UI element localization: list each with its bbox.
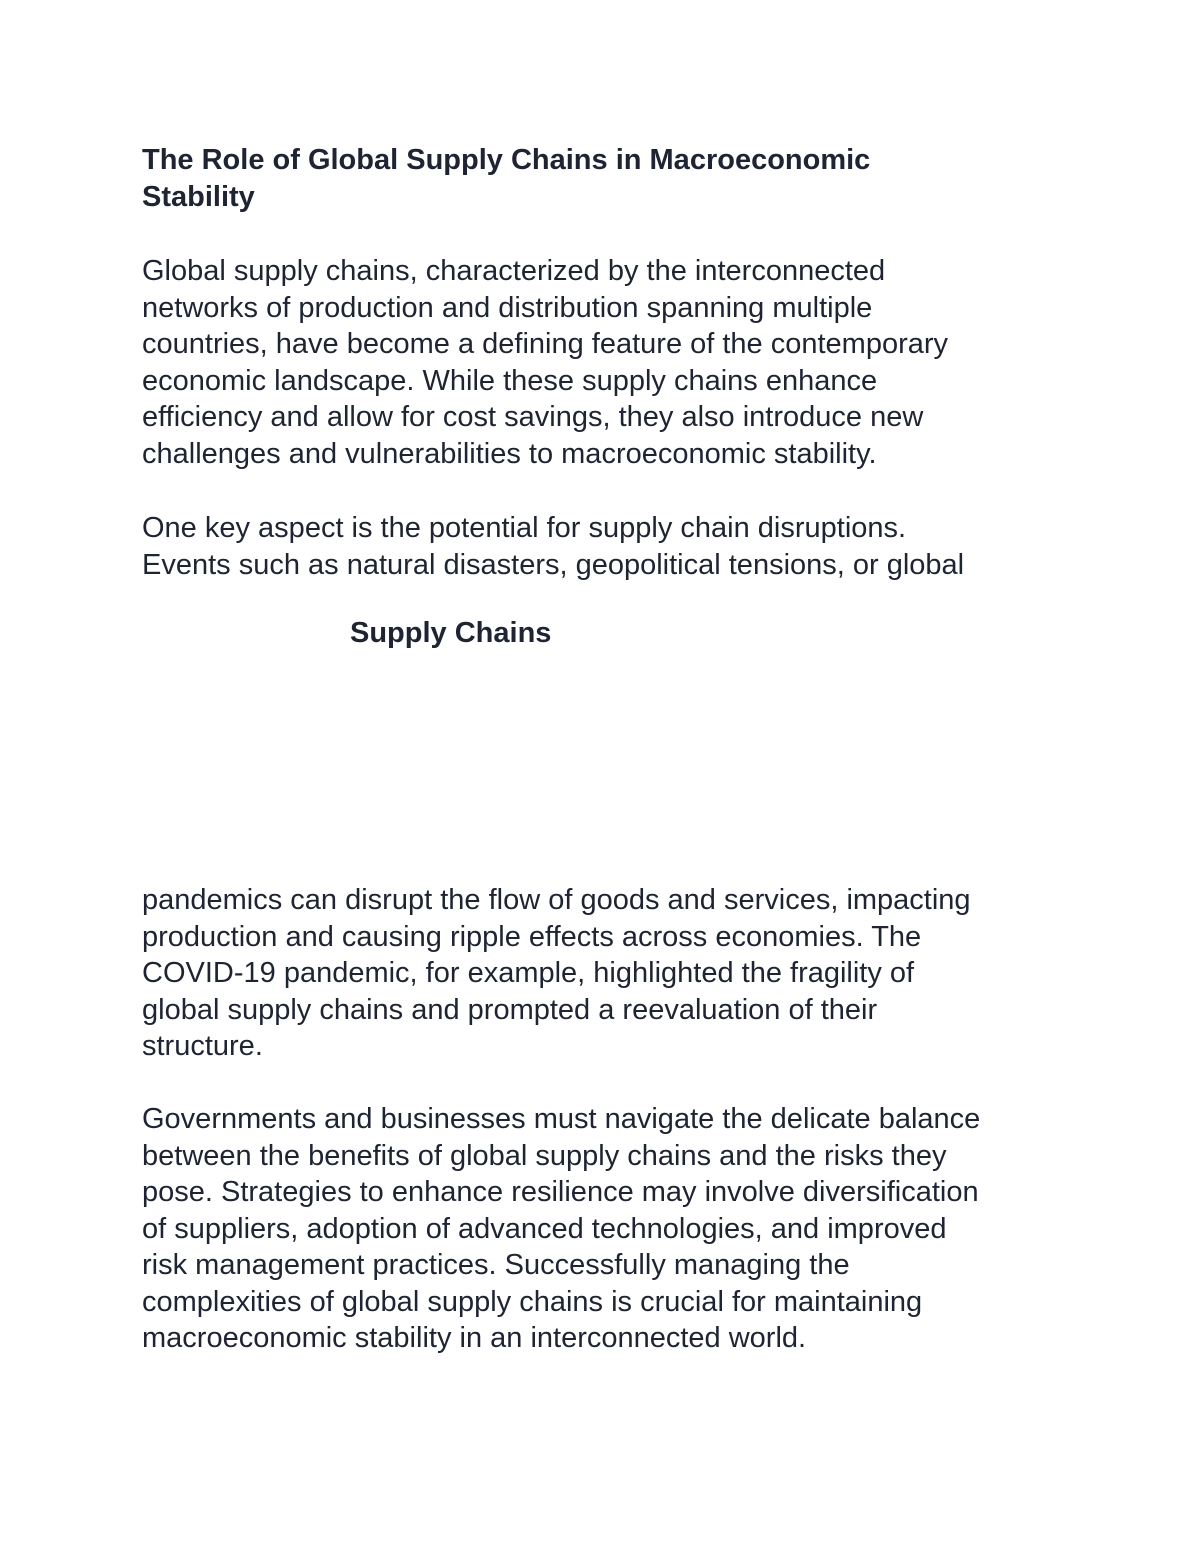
title-line: Stability (142, 181, 255, 213)
text-line: pose. Strategies to enhance resilience may involve diversification (142, 1176, 979, 1208)
text-line: structure. (142, 1030, 263, 1062)
text-line: Governments and businesses must navigate the delicate balance (142, 1103, 981, 1135)
text-line: One key aspect is the potential for supply chain disruptions. (142, 512, 907, 544)
text-line: Global supply chains, characterized by the interconnected (142, 255, 886, 287)
paragraph-disruptions (142, 510, 1062, 583)
text-line: pandemics can disrupt the flow of goods and services, impacting (142, 884, 971, 916)
text-line: networks of production and distribution spanning multiple (142, 291, 873, 324)
paragraph-conclusion (142, 1101, 1062, 1357)
text-line: countries, have become a defining feature of the contemporary (142, 328, 949, 360)
text-line: between the benefits of global supply chains and the risks they (142, 1139, 947, 1172)
text-line: macroeconomic stability in an interconnected world. (142, 1322, 807, 1354)
text-line: global supply chains and prompted a reevaluation of their (142, 993, 878, 1026)
document-title (142, 142, 1042, 216)
text-line: of suppliers, adoption of advanced technologies, and improved (142, 1212, 947, 1245)
text-line: challenges and vulnerabilities to macroeconomic stability. (142, 437, 877, 470)
text-line: risk management practices. Successfully managing the (142, 1249, 850, 1281)
text-line: production and causing ripple effects across economies. The (142, 920, 922, 953)
figure-blank-area (142, 655, 1042, 865)
text-line: complexities of global supply chains is crucial for maintaining (142, 1285, 923, 1318)
paragraph-intro (142, 253, 1062, 472)
text-line: economic landscape. While these supply chains enhance (142, 364, 878, 397)
paragraph-pandemics (142, 882, 1062, 1065)
text-line: Events such as natural disasters, geopolitical tensions, or global (142, 548, 965, 581)
text-line: efficiency and allow for cost savings, they also introduce new (142, 401, 924, 433)
title-line: The Role of Global Supply Chains in Macroeconomic (142, 144, 871, 176)
figure-heading: Supply Chains (350, 617, 552, 649)
text-line: COVID-19 pandemic, for example, highlighted the fragility of (142, 957, 915, 989)
